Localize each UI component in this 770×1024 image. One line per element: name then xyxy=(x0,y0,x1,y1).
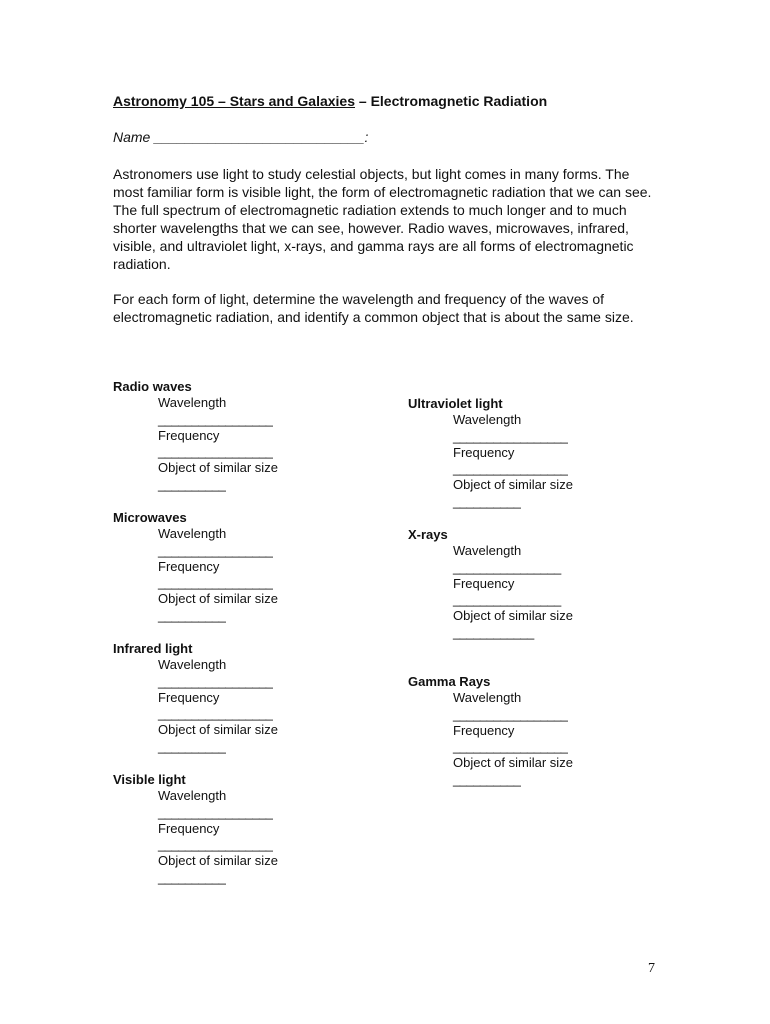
frequency-item xyxy=(158,821,278,854)
section-ultraviolet-light xyxy=(408,396,573,510)
object-item xyxy=(453,608,573,641)
frequency-item xyxy=(453,576,573,609)
object-label: Object of similar size xyxy=(453,608,573,624)
frequency-label: Frequency xyxy=(158,558,220,574)
section-gamma-rays xyxy=(408,674,573,788)
object-item xyxy=(158,460,278,493)
object-item xyxy=(158,591,278,624)
wavelength-item xyxy=(453,690,573,723)
wavelength-blank[interactable]: _________________ xyxy=(453,706,568,722)
document-title xyxy=(113,93,547,109)
frequency-blank[interactable]: _________________ xyxy=(453,739,568,755)
object-blank[interactable]: __________ xyxy=(158,476,226,492)
frequency-blank[interactable]: ________________ xyxy=(453,592,561,608)
section-heading: Microwaves xyxy=(113,510,187,525)
object-label: Object of similar size xyxy=(158,460,278,476)
object-blank[interactable]: __________ xyxy=(158,869,226,885)
course-title: Astronomy 105 – Stars and Galaxies xyxy=(113,93,355,109)
name-field xyxy=(113,129,368,145)
wavelength-blank[interactable]: _________________ xyxy=(158,542,273,558)
frequency-item xyxy=(453,445,573,478)
topic-title: Electromagnetic Radiation xyxy=(370,93,548,109)
section-heading: X-rays xyxy=(408,527,448,542)
wavelength-label: Wavelength xyxy=(158,526,227,542)
wavelength-blank[interactable]: _________________ xyxy=(453,428,568,444)
wavelength-blank[interactable]: _________________ xyxy=(158,673,273,689)
wavelength-blank[interactable]: ________________ xyxy=(453,559,561,575)
section-microwaves xyxy=(113,510,278,624)
object-blank[interactable]: __________ xyxy=(453,771,521,787)
frequency-item xyxy=(158,428,278,461)
frequency-blank[interactable]: _________________ xyxy=(158,706,273,722)
section-heading: Gamma Rays xyxy=(408,674,491,689)
wavelength-item xyxy=(158,395,278,428)
frequency-label: Frequency xyxy=(158,689,220,705)
wavelength-label: Wavelength xyxy=(453,543,522,559)
object-item xyxy=(453,755,573,788)
section-heading: Infrared light xyxy=(113,641,193,656)
wavelength-item xyxy=(158,526,278,559)
name-blank[interactable]: ___________________________: xyxy=(154,129,369,145)
object-blank[interactable]: __________ xyxy=(158,607,226,623)
section-heading: Radio waves xyxy=(113,379,192,394)
frequency-item xyxy=(158,559,278,592)
wavelength-item xyxy=(453,412,573,445)
object-label: Object of similar size xyxy=(158,853,278,869)
section-heading: Visible light xyxy=(113,772,186,787)
title-separator: – xyxy=(355,93,371,109)
frequency-label: Frequency xyxy=(453,575,515,591)
object-label: Object of similar size xyxy=(158,591,278,607)
object-label: Object of similar size xyxy=(453,477,573,493)
wavelength-label: Wavelength xyxy=(453,412,522,428)
object-label: Object of similar size xyxy=(453,755,573,771)
wavelength-label: Wavelength xyxy=(453,690,522,706)
frequency-label: Frequency xyxy=(453,722,515,738)
instructions-paragraph: For each form of light, determine the wavelength and frequency of the waves of electromagnetic radiation, and identify a common object that is about the same size. xyxy=(113,291,634,325)
section-x-rays xyxy=(408,527,573,641)
wavelength-blank[interactable]: _________________ xyxy=(158,411,273,427)
frequency-label: Frequency xyxy=(158,820,220,836)
object-label: Object of similar size xyxy=(158,722,278,738)
intro-paragraph: Astronomers use light to study celestial objects, but light comes in many forms. The most familiar form is visible light, the form of electromagnetic radiation that we can see. The full spectrum of electromagnetic radiation extends to much longer and to much shorter wavelengths that we can see, however. Radio waves, microwaves, infrared, visible, and ultraviolet light, x-rays, and gamma rays are all forms of electromagnetic radiation. xyxy=(113,166,652,272)
frequency-blank[interactable]: _________________ xyxy=(158,837,273,853)
section-visible-light xyxy=(113,772,278,886)
object-blank[interactable]: __________ xyxy=(453,493,521,509)
object-item xyxy=(158,853,278,886)
section-infrared-light xyxy=(113,641,278,755)
frequency-label: Frequency xyxy=(453,444,515,460)
section-radio-waves xyxy=(113,379,278,493)
section-heading: Ultraviolet light xyxy=(408,396,503,411)
object-item xyxy=(453,477,573,510)
frequency-blank[interactable]: _________________ xyxy=(453,461,568,477)
wavelength-item xyxy=(453,543,573,576)
frequency-blank[interactable]: _________________ xyxy=(158,575,273,591)
object-blank[interactable]: __________ xyxy=(158,738,226,754)
page-number: 7 xyxy=(648,961,655,976)
wavelength-label: Wavelength xyxy=(158,788,227,804)
object-blank[interactable]: ____________ xyxy=(453,624,534,640)
frequency-label: Frequency xyxy=(158,427,220,443)
frequency-item xyxy=(158,690,278,723)
wavelength-label: Wavelength xyxy=(158,657,227,673)
wavelength-item xyxy=(158,788,278,821)
wavelength-item xyxy=(158,657,278,690)
frequency-item xyxy=(453,723,573,756)
frequency-blank[interactable]: _________________ xyxy=(158,444,273,460)
wavelength-label: Wavelength xyxy=(158,395,227,411)
name-label: Name xyxy=(113,129,151,145)
object-item xyxy=(158,722,278,755)
wavelength-blank[interactable]: _________________ xyxy=(158,804,273,820)
